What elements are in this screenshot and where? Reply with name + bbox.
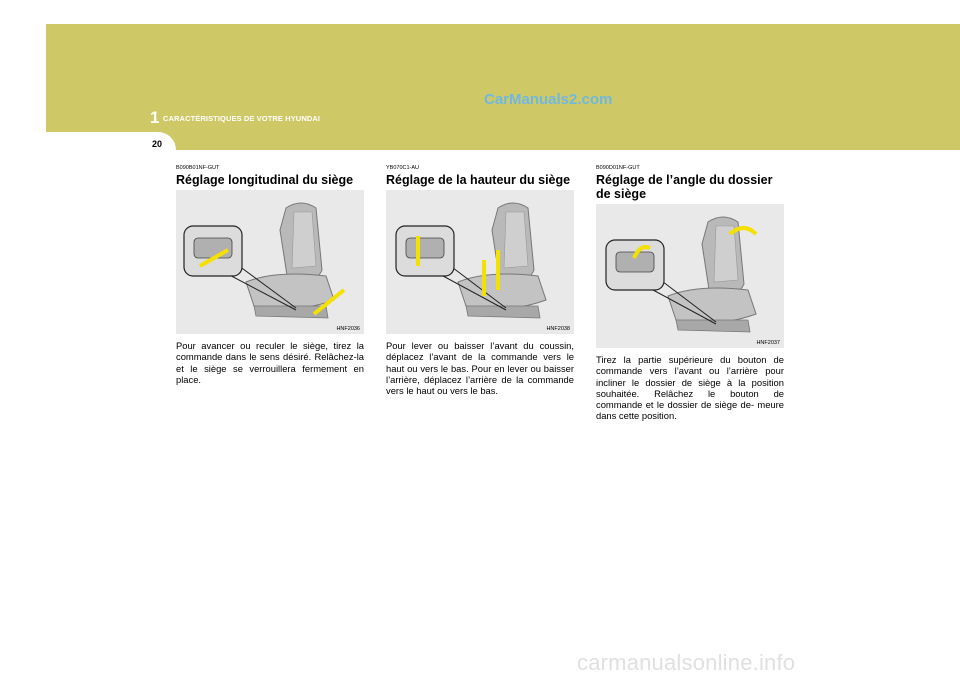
section-title: Réglage de l’angle du dossier de siège: [596, 173, 773, 201]
figure-label: HNF2037: [756, 340, 780, 346]
section-title: Réglage longitudinal du siège: [176, 173, 354, 187]
figure-label: HNF2038: [546, 326, 570, 332]
section-text: Pour avancer ou reculer le siège, tirez la commande dans le sens désiré. Relâchez-la et le siège se verrouillera fermement en place.: [176, 340, 364, 385]
header-band: [46, 24, 960, 150]
seat-illustration: [596, 204, 784, 348]
page-number: 20: [152, 139, 163, 149]
seat-figure: [596, 204, 784, 348]
section-code: B090D01NF-GUT: [596, 165, 640, 171]
footer-watermark: carmanualsonline.info: [577, 650, 796, 675]
section-seatback-angle: [596, 165, 784, 422]
section-title: Réglage de la hauteur du siège: [386, 173, 571, 187]
watermark-link[interactable]: CarManuals2.com: [484, 91, 613, 108]
section-text: Tirez la partie supérieure du bouton de commande vers l’avant ou l’arrière pour incliner le dossier de siège à la position souhaitée. Relâchez le bouton de commande et le dossier de siège de- meure dans cette position.: [596, 354, 784, 422]
figure-label: HNF2036: [336, 326, 360, 332]
section-code: YB070C1-AU: [386, 165, 420, 171]
seat-figure: [176, 190, 364, 334]
section-seat-longitudinal: [176, 165, 364, 385]
seat-illustration: [176, 190, 364, 334]
seat-illustration: [386, 190, 574, 334]
section-code: B090B01NF-GUT: [176, 165, 220, 171]
chapter-number: 1: [150, 108, 160, 127]
section-seat-height: [386, 165, 574, 396]
seat-figure: [386, 190, 574, 334]
chapter-title: CARACTÉRISTIQUES DE VOTRE HYUNDAI: [163, 114, 321, 123]
section-text: Pour lever ou baisser l’avant du coussin, déplacez l’avant de la commande vers le haut ou vers le bas. Pour en lever ou baisser l’arrière, déplacez l’arrière de la commande vers le haut ou vers le bas.: [386, 340, 574, 397]
